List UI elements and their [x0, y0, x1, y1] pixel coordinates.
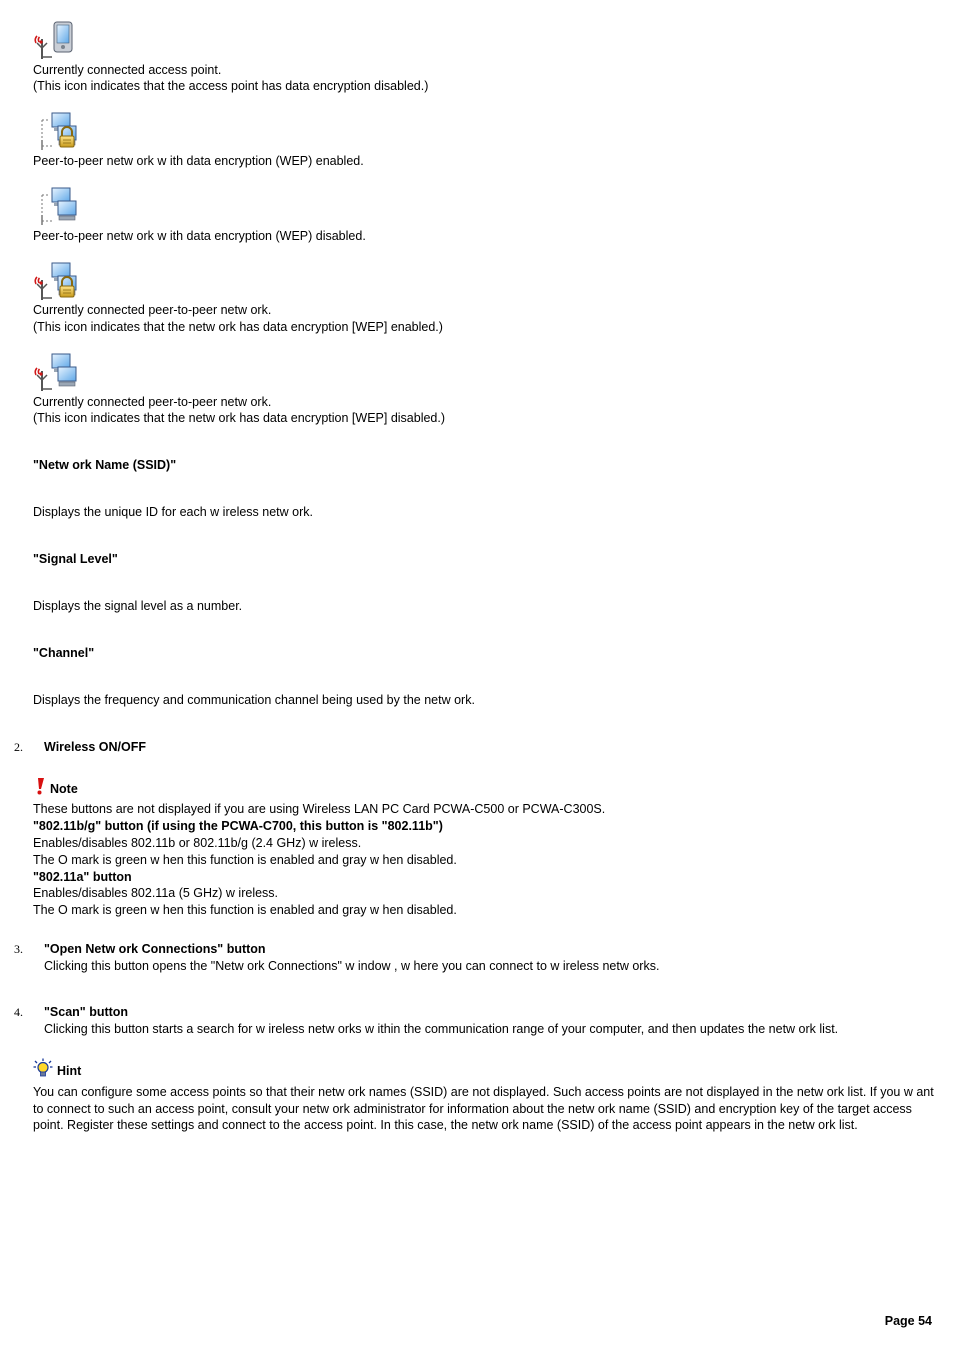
button-80211a-desc-1: Enables/disables 802.11a (5 GHz) w ireless. [33, 886, 279, 900]
page-number: Page 54 [884, 1314, 932, 1328]
current-p2p-disabled-line1: Currently connected peer-to-peer netw ork. [33, 395, 272, 409]
wireless-onoff-heading: Wireless ON/OFF [44, 740, 146, 754]
hint-label: Hint [57, 1064, 82, 1078]
p2p-wep-disabled-text: Peer-to-peer netw ork w ith data encryption (WEP) disabled. [33, 229, 366, 243]
current-p2p-enabled-line1: Currently connected peer-to-peer netw ork. [33, 303, 272, 317]
current-p2p-enabled-line2: (This icon indicates that the netw ork has data encryption [WEP] enabled.) [33, 320, 443, 334]
signal-level-description: Displays the signal level as a number. [33, 599, 243, 613]
scan-button-heading: "Scan" button [44, 1005, 129, 1019]
list-number-2: 2. [14, 740, 23, 754]
lightbulb-icon [33, 1058, 53, 1078]
open-network-connections-heading: "Open Netw ork Connections" button [44, 942, 266, 956]
exclamation-icon [33, 777, 47, 795]
channel-description: Displays the frequency and communication channel being used by the netw ork. [33, 693, 475, 707]
open-network-connections-desc: Clicking this button opens the "Netw ork Connections" w indow , w here you can connect to w ireless netw orks. [44, 959, 660, 973]
peer-to-peer-wep-disabled-icon [32, 187, 78, 227]
note-line: These buttons are not displayed if you are using Wireless LAN PC Card PCWA-C500 or PCWA-C300S. [33, 802, 606, 816]
ssid-description: Displays the unique ID for each w ireless netw ork. [33, 505, 313, 519]
scan-button-desc: Clicking this button starts a search for w ireless netw orks w ithin the communication range of your computer, and then updates the netw ork list. [44, 1022, 839, 1036]
current-ap-line2: (This icon indicates that the access point has data encryption disabled.) [33, 79, 429, 93]
currently-connected-access-point-icon [32, 21, 78, 61]
button-80211bg-desc-1: Enables/disables 802.11b or 802.11b/g (2.4 GHz) w ireless. [33, 836, 362, 850]
connected-peer-to-peer-wep-enabled-icon [32, 262, 78, 302]
ssid-heading: "Netw ork Name (SSID)" [33, 458, 177, 472]
list-number-3: 3. [14, 942, 23, 956]
button-80211a-desc-2: The O mark is green w hen this function is enabled and gray w hen disabled. [33, 903, 457, 917]
signal-level-heading: "Signal Level" [33, 552, 118, 566]
channel-heading: "Channel" [33, 646, 95, 660]
button-80211a-heading: "802.11a" button [33, 870, 132, 884]
note-label: Note [50, 782, 78, 796]
current-ap-line1: Currently connected access point. [33, 63, 222, 77]
p2p-wep-enabled-text: Peer-to-peer netw ork w ith data encryption (WEP) enabled. [33, 154, 364, 168]
list-number-4: 4. [14, 1005, 23, 1019]
current-p2p-disabled-line2: (This icon indicates that the netw ork has data encryption [WEP] disabled.) [33, 411, 446, 425]
connected-peer-to-peer-wep-disabled-icon [32, 353, 78, 393]
button-80211bg-heading: "802.11b/g" button (if using the PCWA-C700, this button is "802.11b") [33, 819, 443, 833]
hint-paragraph: You can configure some access points so that their netw ork names (SSID) are not displayed. Such access points are not displayed in the netw ork list. If you w ant to connect to such an access point, consult your netw ork administrator for information about the netw ork name (SSID) and encryption key of the target access point. Register these settings and connect to the access point. In this case, the netw ork name (SSID) of the access point appears in the netw ork list. [33, 1085, 934, 1132]
button-80211bg-desc-2: The O mark is green w hen this function is enabled and gray w hen disabled. [33, 853, 457, 867]
peer-to-peer-wep-enabled-icon [32, 112, 78, 152]
